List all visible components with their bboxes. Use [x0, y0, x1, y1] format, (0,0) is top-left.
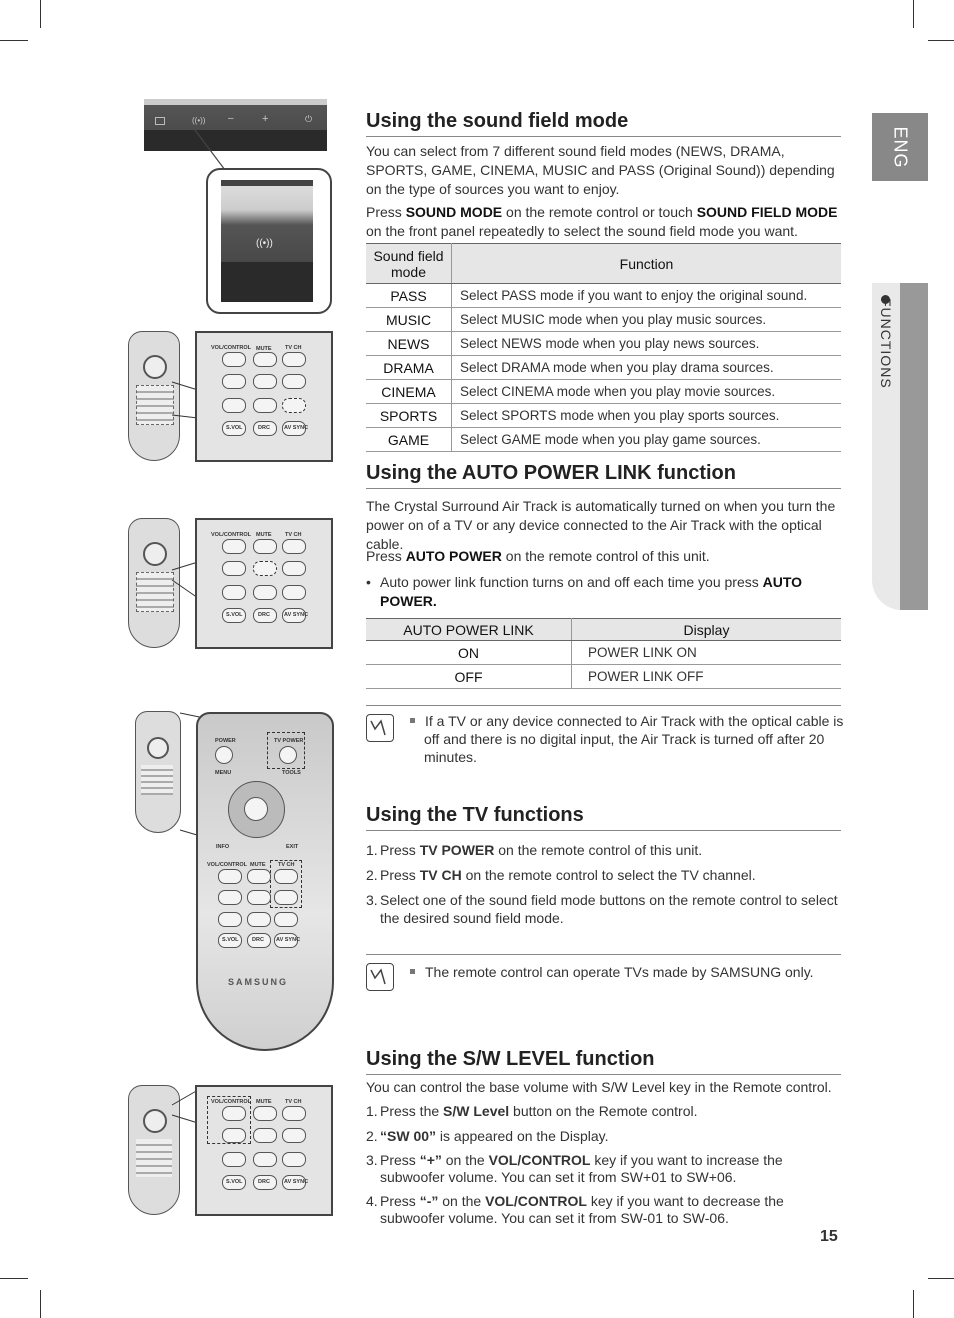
crop-mark — [40, 0, 41, 28]
list-item: 3. Select one of the sound field mode buttons on the remote control to select the desired sound field mode. — [366, 892, 838, 926]
section-title-tv-functions: Using the TV functions — [366, 804, 841, 831]
auto-power-bullet: • Auto power link function turns on and off each time you press AUTO POWER. — [366, 574, 803, 609]
section-tab-bar — [900, 283, 928, 610]
list-item: 1. Press the S/W Level button on the Remote control. — [366, 1103, 698, 1119]
note-box — [366, 705, 844, 776]
table-header: Function — [452, 244, 842, 284]
language-tab: ENG — [872, 113, 928, 181]
sw-level-intro: You can control the base volume with S/W Level key in the Remote control. — [366, 1079, 832, 1095]
sw-level-steps — [366, 1102, 841, 1234]
crop-mark — [928, 1278, 954, 1279]
list-item: 3. Press “+” on the VOL/CONTROL key if you want to increase the subwoofer volume. You can set it from SW+01 to SW+06. — [366, 1152, 783, 1185]
table-header: Display — [572, 619, 842, 641]
auto-power-table — [366, 618, 841, 689]
table-row: PASS Select PASS mode if you want to enjoy the original sound. — [366, 284, 841, 308]
plus-icon: + — [262, 113, 269, 125]
table-row: GAME Select GAME mode when you play game sources. — [366, 428, 841, 452]
crop-mark — [913, 1290, 914, 1318]
sound-field-icon: ((•)) — [192, 116, 206, 125]
table-row: MUSIC Select MUSIC mode when you play music sources. — [366, 308, 841, 332]
section-title-sw-level: Using the S/W LEVEL function — [366, 1048, 841, 1075]
input-icon — [155, 117, 165, 125]
list-item: 2. “SW 00” is appeared on the Display. — [366, 1128, 609, 1144]
table-row: OFF POWER LINK OFF — [366, 665, 841, 689]
sound-field-intro: You can select from 7 different sound field modes (NEWS, DRAMA, SPORTS, GAME, CINEMA, MUSIC and PASS (Original Sound)) depending on the type of sources you want to enjoy. — [366, 143, 835, 197]
note-box — [366, 954, 841, 995]
crop-mark — [0, 40, 28, 41]
sound-field-press: Press SOUND MODE on the remote control or touch SOUND FIELD MODE on the front panel repeatedly to select the sound field mode you want. — [366, 204, 838, 239]
table-header: AUTO POWER LINK — [366, 619, 572, 641]
table-row: DRAMA Select DRAMA mode when you play drama sources. — [366, 356, 841, 380]
section-title-sound-field: Using the sound field mode — [366, 110, 841, 137]
table-row: SPORTS Select SPORTS mode when you play sports sources. — [366, 404, 841, 428]
page-number: 15 — [820, 1228, 838, 1245]
note-text: If a TV or any device connected to Air Track with the optical cable is off and there is no digital input, the Air Track is turned off after 20 minutes. — [424, 713, 844, 765]
power-icon: ⏻ — [305, 114, 313, 124]
auto-power-intro: The Crystal Surround Air Track is automatically turned on when you turn the power on of a TV or any device connected to the Air Track with the optical cable. — [366, 498, 836, 552]
sound-field-icon: ((•)) — [256, 238, 273, 249]
table-row: CINEMA Select CINEMA mode when you play movie sources. — [366, 380, 841, 404]
minus-icon: – — [228, 113, 234, 124]
note-text: The remote control can operate TVs made by SAMSUNG only. — [425, 964, 814, 980]
section-title-auto-power: Using the AUTO POWER LINK function — [366, 462, 841, 489]
crop-mark — [913, 0, 914, 28]
list-item: 1. Press TV POWER on the remote control of this unit. — [366, 842, 703, 858]
table-row: ON POWER LINK ON — [366, 641, 841, 665]
sound-field-table — [366, 243, 841, 452]
tv-steps — [366, 841, 841, 934]
table-row: NEWS Select NEWS mode when you play news sources. — [366, 332, 841, 356]
crop-mark — [928, 40, 954, 41]
note-icon — [366, 963, 394, 991]
note-icon — [366, 714, 394, 742]
table-header: Sound field mode — [366, 244, 452, 284]
auto-power-press: Press AUTO POWER on the remote control of this unit. — [366, 548, 710, 564]
list-item: 2. Press TV CH on the remote control to select the TV channel. — [366, 867, 756, 883]
section-tab-label: FUNCTIONS — [878, 298, 894, 389]
crop-mark — [0, 1278, 28, 1279]
brand-logo: SAMSUNG — [228, 977, 289, 987]
crop-mark — [40, 1290, 41, 1318]
list-item: 4. Press “-” on the VOL/CONTROL key if you want to decrease the subwoofer volume. You can set it from SW-01 to SW-06. — [366, 1193, 784, 1226]
